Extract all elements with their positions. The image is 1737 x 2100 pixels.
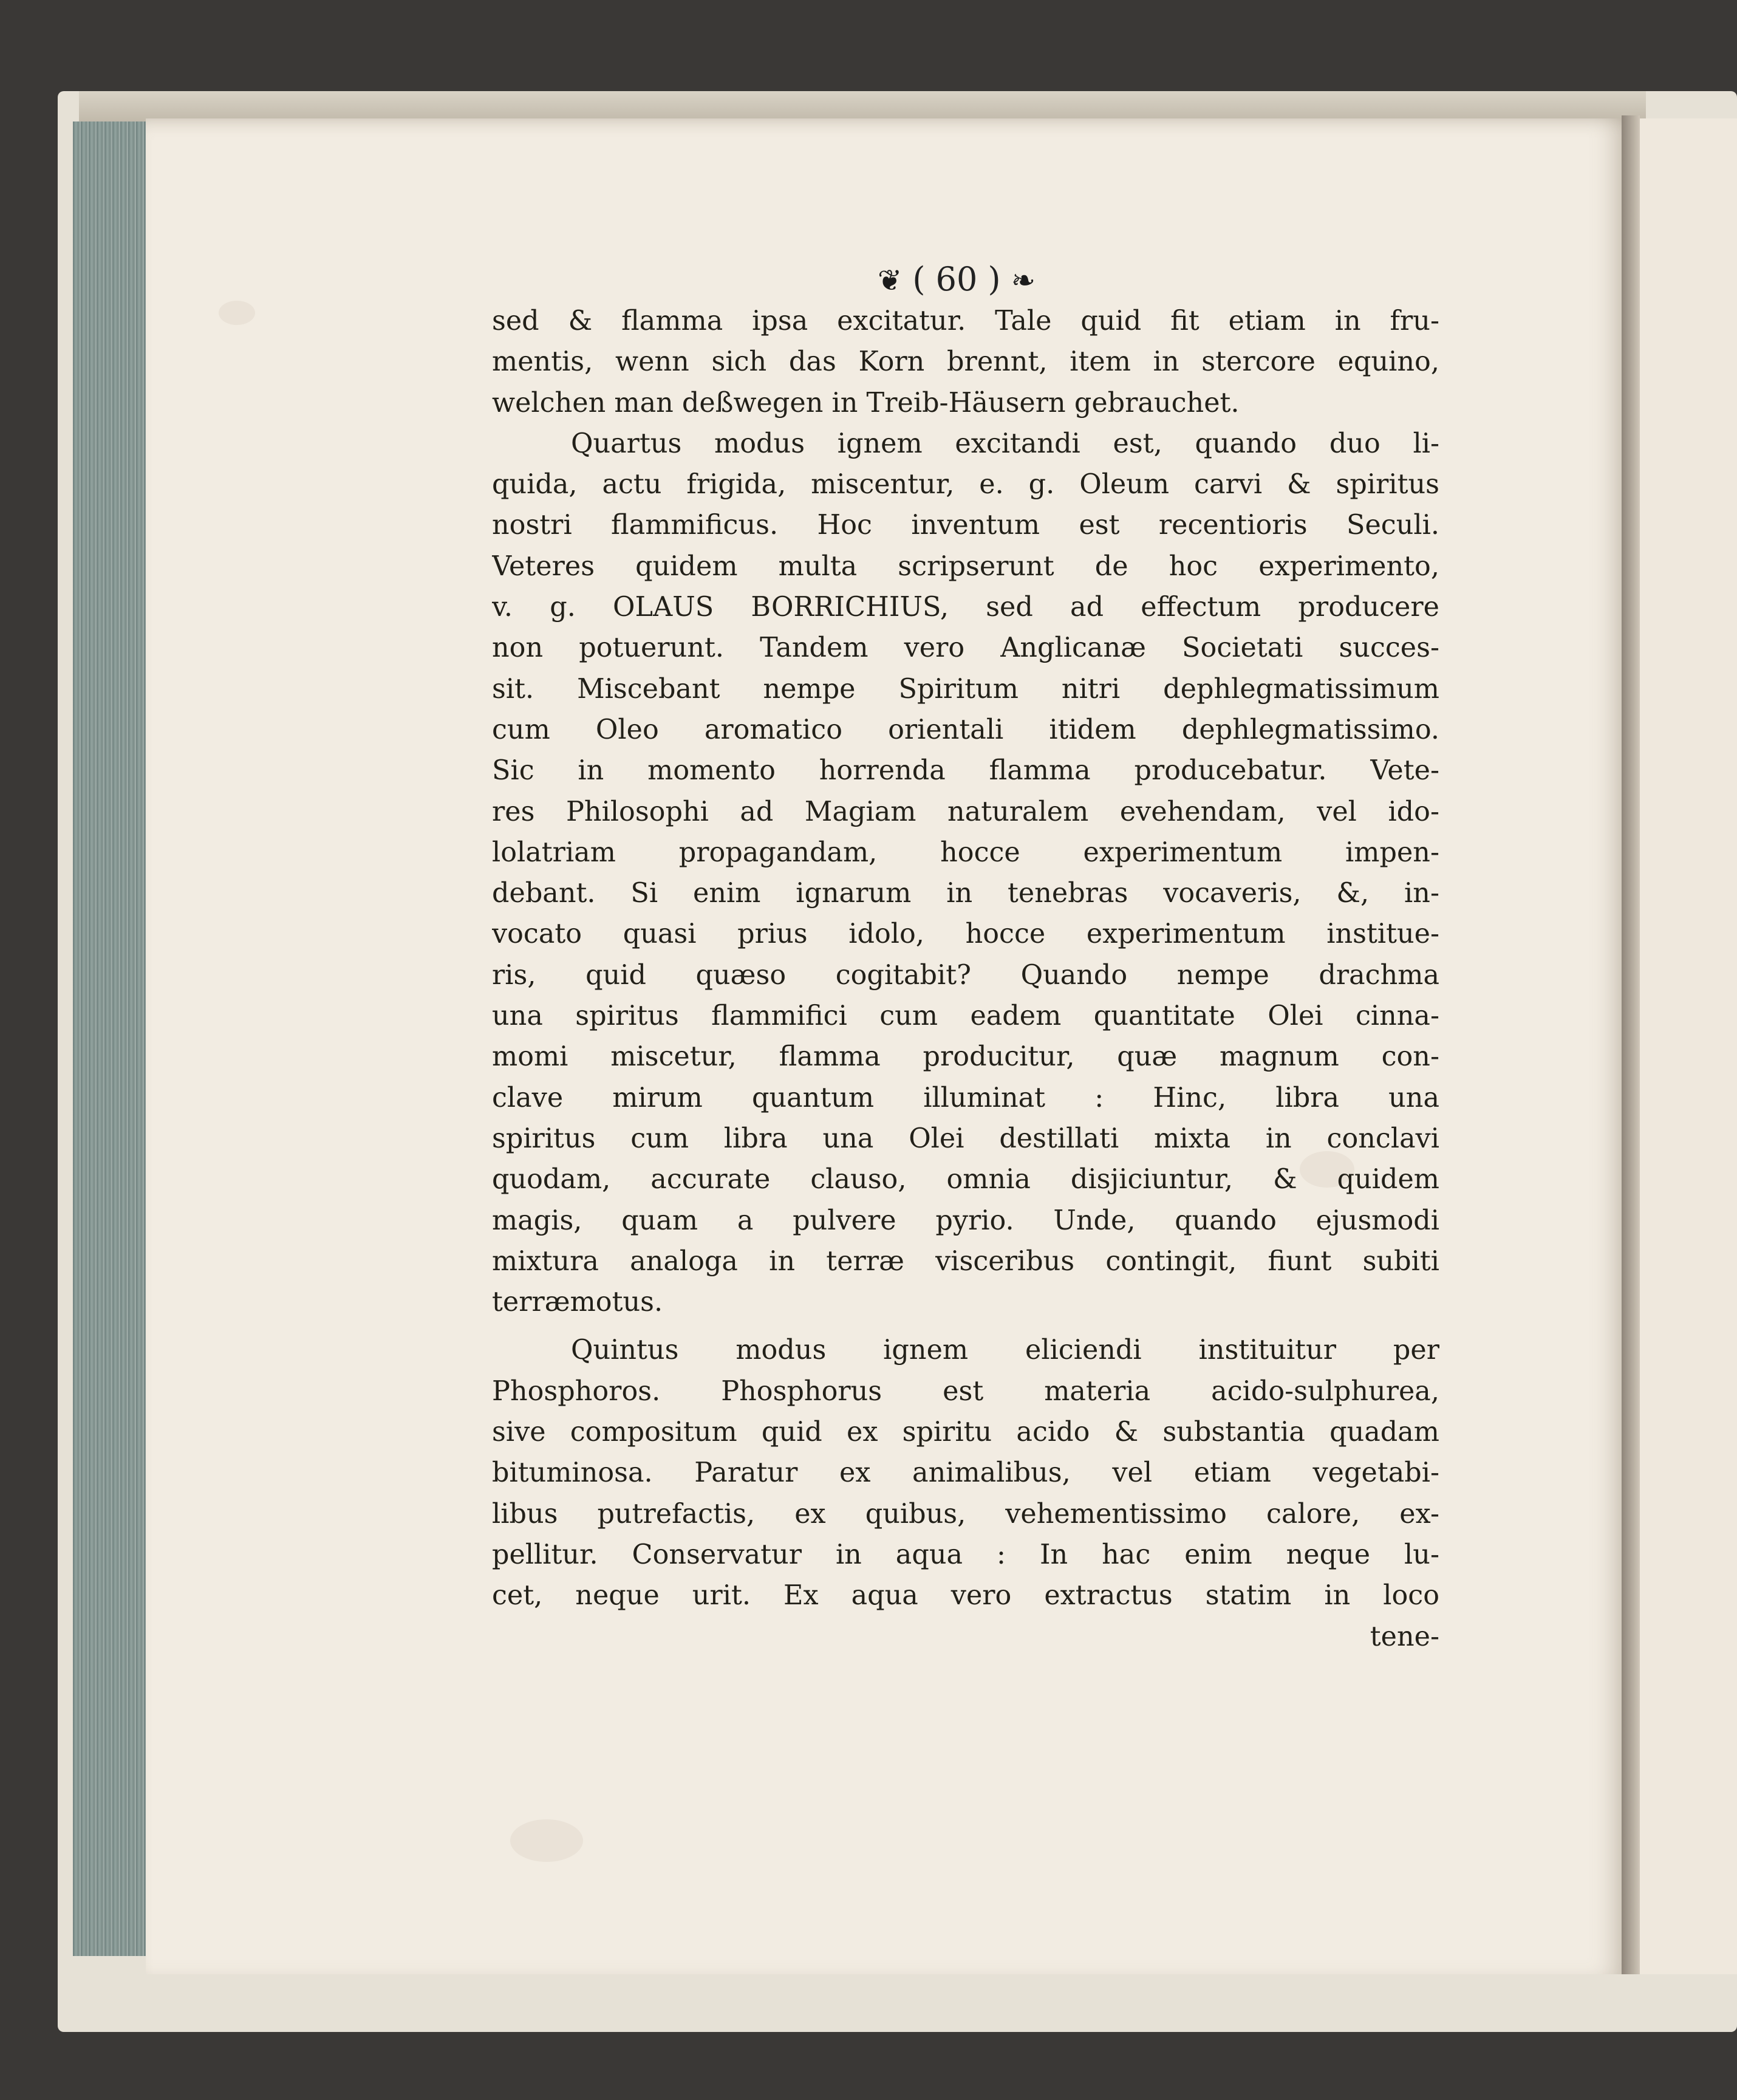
text-line: welchen man deßwegen in Treib-Häusern gebrauchet. [492,387,1240,419]
text-line: Phosphoros. Phosphorus est materia acido-sulphurea, [492,1375,1439,1407]
text-line: libus putrefactis, ex quibus, vehementissimo calore, ex- [492,1498,1439,1530]
text-line: sit. Miscebant nempe Spiritum nitri dephlegmatissimum [492,673,1439,705]
text-line: clave mirum quantum illuminat : Hinc, libra una [492,1082,1439,1113]
text-line: momi miscetur, flamma producitur, quæ magnum con- [492,1041,1439,1073]
text-line: debant. Si enim ignarum in tenebras vocaveris, &, in- [492,878,1439,909]
ornament-left-icon: ❦ [878,264,903,298]
text-line: pellitur. Conservatur in aqua : In hac enim neque lu- [492,1539,1439,1570]
text-line: terræmotus. [492,1287,663,1318]
catchword: tene- [1370,1621,1439,1652]
paper-speck [219,301,255,325]
text-line: Quartus modus ignem excitandi est, quando duo li- [571,428,1439,459]
text-line: quida, actu frigida, miscentur, e. g. Oleum carvi & spiritus [492,469,1439,501]
text-line: una spiritus flammifici cum eadem quantitate Olei cinna- [492,1000,1439,1032]
text-line: Veteres quidem multa scripserunt de hoc experimento, [492,550,1439,582]
text-line: Sic in momento horrenda flamma producebatur. Vete- [492,755,1439,787]
text-line: lolatriam propagandam, hocce experimentum impen- [492,836,1439,868]
ornament-right-icon: ❧ [1011,264,1036,298]
page-number: ( 60 ) [912,260,1001,298]
paragraph-1 [492,301,1439,423]
text-line: sive compositum quid ex spiritu acido & substantia quadam [492,1417,1439,1448]
text-line: mixtura analoga in terræ visceribus contingit, fiunt subiti [492,1245,1439,1277]
text-line: res Philosophi ad Magiam naturalem evehendam, vel ido- [492,796,1439,827]
paper-speck [510,1819,583,1862]
text-line: v. g. OLAUS BORRICHIUS, sed ad effectum producere [492,592,1439,623]
text-line: nostri flammificus. Hoc inventum est recentioris Seculi. [492,510,1439,541]
paragraph-2 [492,423,1439,1323]
page-edges [73,121,150,1956]
text-line: cum Oleo aromatico orientali itidem dephlegmatissimo. [492,714,1439,745]
text-line: spiritus cum libra una Olei destillati mixta in conclavi [492,1123,1439,1154]
facing-page-edge [1640,118,1737,1974]
page-header [835,255,1078,304]
text-line: sed & flamma ipsa excitatur. Tale quid fit etiam in fru- [492,306,1439,337]
text-line: vocato quasi prius idolo, hocce experimentum institue- [492,918,1439,950]
text-line: Quintus modus ignem eliciendi instituitur per [571,1335,1439,1366]
book-gutter [1622,115,1640,1974]
text-line: mentis, wenn sich das Korn brennt, item in stercore equino, [492,346,1439,378]
text-line: non potuerunt. Tandem vero Anglicanæ Societati succes- [492,632,1439,664]
text-line: ris, quid quæso cogitabit? Quando nempe drachma [492,959,1439,991]
text-line: quodam, accurate clauso, omnia disjiciuntur, & quidem [492,1164,1439,1195]
text-line: bituminosa. Paratur ex animalibus, vel etiam vegetabi- [492,1457,1439,1489]
body-text [492,301,1439,1657]
text-line: magis, quam a pulvere pyrio. Unde, quando ejusmodi [492,1205,1439,1236]
paragraph-3 [492,1330,1439,1616]
text-line: cet, neque urit. Ex aqua vero extractus statim in loco [492,1580,1439,1612]
